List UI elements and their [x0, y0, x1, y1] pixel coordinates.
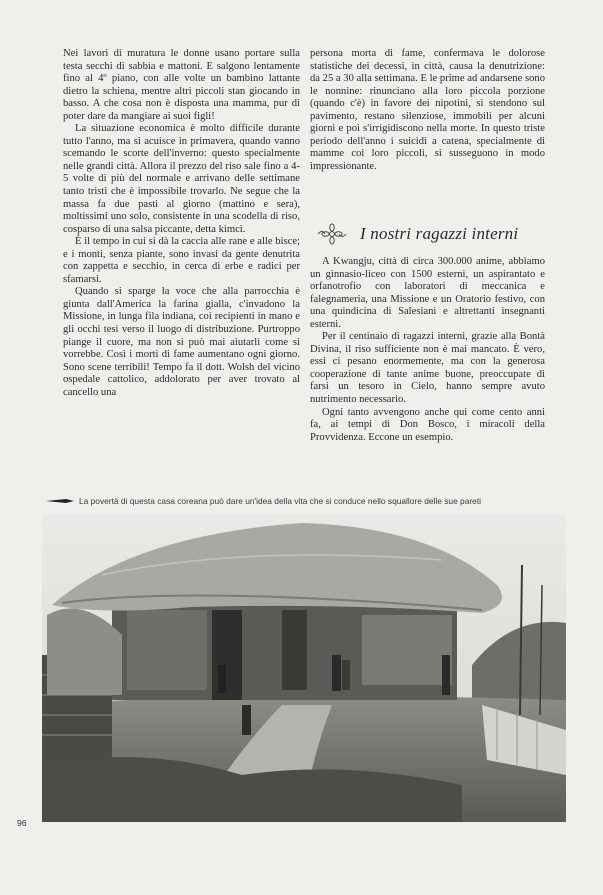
photo-caption [46, 496, 586, 506]
section-title: I nostri ragazzi interni [360, 224, 519, 243]
paragraph: La situazione economica è molto difficile durante tutto l'anno, ma si acuisce in primavera, quando vanno scemando le scorte dell'inverno: questo specialmente nelle grandi città. Allora il prezzo del riso sale fino a 4-5 volte di più del normale e arrivano delle settimane tanto tristi che è impossibile trovarlo. Ne segue che la massa fa due pasti al giorno (mattino e sera), moltissimi uno solo, consistente in una scodella di riso, cosparso di una salsa piccante, detta kimci. [63, 123, 300, 235]
paragraph: Ogni tanto avvengono anche qui come cento anni fa, ai tempi di Don Bosco, i miracoli della Provvidenza. Eccone un esempio. [310, 406, 545, 443]
left-column [63, 48, 300, 399]
section-heading [316, 222, 551, 246]
right-column-bottom [310, 256, 545, 444]
flower-ornament-icon [316, 223, 348, 245]
paragraph: Nei lavori di muratura le donne usano portare sulla testa secchi di sabbia e mattoni. E salgono lentamente fino al 4º piano, con alle volte un bambino lattante dietro la schiena, mentre altri piccoli stan giocando in basso. A che cosa non è disposta una mamma, pur di poter dare da mangiare ai suoi figli! [63, 48, 300, 122]
korean-house-photo [42, 515, 566, 822]
paragraph: Per il centinaio di ragazzi interni, grazie alla Bontà Divina, il riso sufficiente non è mai mancato. È vero, essi ci pesano enormemente, ma con la generosa cooperazione di tante anime buone, preoccupate di farsi un tesoro in Cielo, hanno sempre avuto nutrimento necessario. [310, 331, 545, 406]
caption-text: La povertà di questa casa coreana può dare un'idea della vita che si conduce nello squallore delle sue pareti [79, 496, 482, 506]
paragraph: Quando si sparge la voce che alla parrocchia è giunta dall'America la farina gialla, c'invadono la Missione, in lunga fila indiana, coi recipienti in mano e gli occhi tesi verso il luogo di distribuzione. Purtroppo piange il cuore, ma non si può mai aiutarli come si vorrebbe. Così i morti di fame aumentano ogni giorno. Sono scene terribili! Tempo fa il dott. Wolsh del vicino ospedale cattolico, addolorato per aver trovato al cancello una [63, 286, 300, 398]
arrow-right-icon [46, 496, 74, 506]
paragraph: È il tempo in cui si dà la caccia alle rane e alle bisce; e i monti, senza piante, sono invasi da gente denutrita con zappetta e secchio, in cerca di erbe e radici per sfamarsi. [63, 236, 300, 285]
paragraph: persona morta di fame, confermava le dolorose statistiche dei decessi, in città, causa la denutrizione: da 25 a 30 alla settimana. E le prime ad andarsene sono le nonnine: rinunciano alla loro piccola porzione (quando c'è) in favore dei nipotini, si stendono sul pavimento, restano silenziose, immobili per alcuni giorni e poi s'irrigidiscono nella morte. In questo triste periodo dell'anno i suicidi a catena, specialmente di mamme coi loro piccoli, si susseguono in modo impressionante. [310, 48, 545, 172]
right-column-top [310, 48, 545, 173]
paragraph: A Kwangju, città di circa 300.000 anime, abbiamo un ginnasio-liceo con 1500 esterni, un aspirantato e orfanotrofio con laboratori di meccanica e falegnameria, una Missione e un Oratorio festivo, con una quindicina di Salesiani e altrettanti insegnanti esterni. [310, 256, 545, 330]
page-number: 96 [17, 818, 27, 828]
